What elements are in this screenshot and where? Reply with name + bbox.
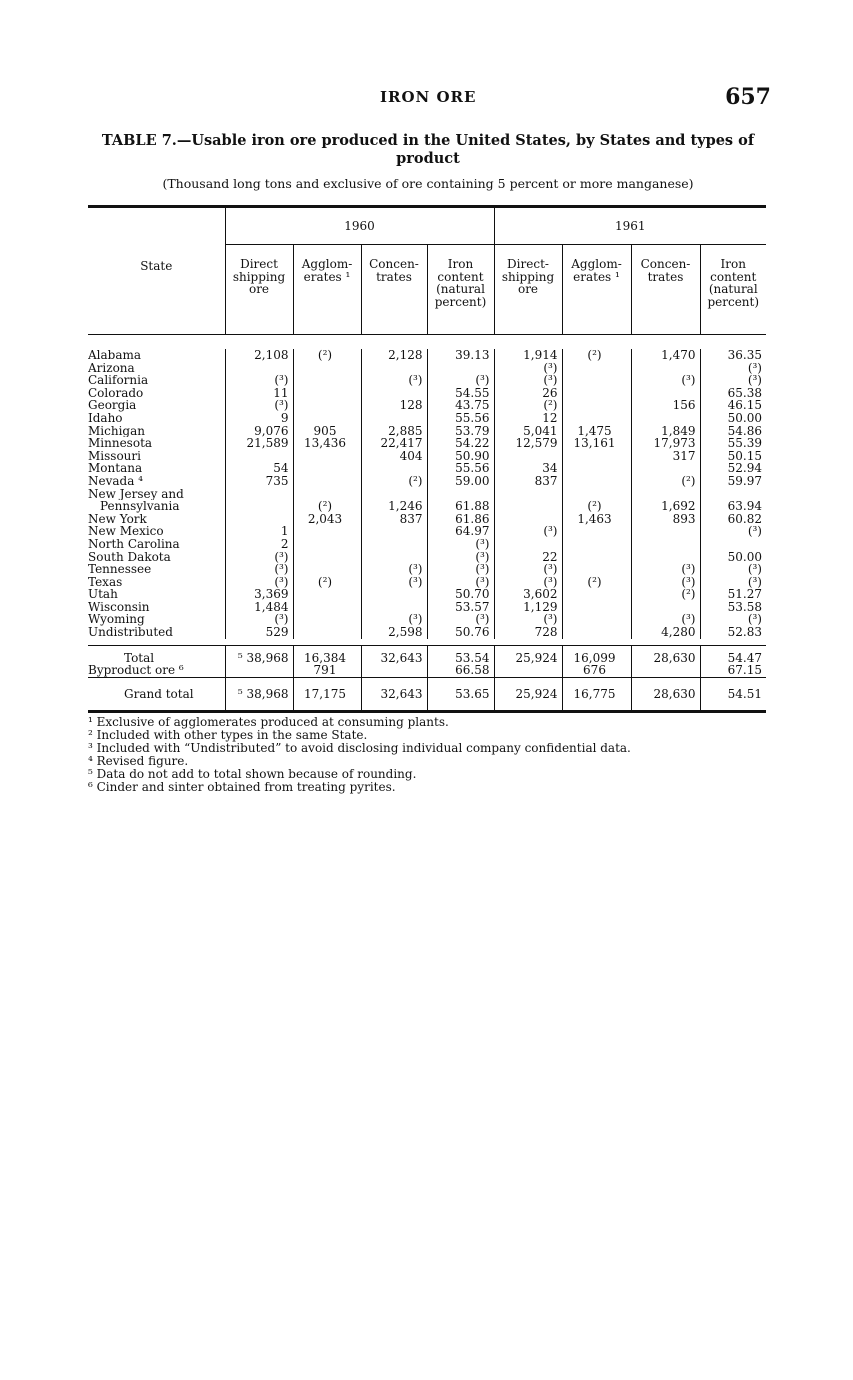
- table-cell: [293, 462, 361, 475]
- table-cell: [293, 399, 361, 412]
- table-cell: 50.90: [427, 450, 494, 463]
- column-header: Direct- shipping ore: [494, 245, 562, 335]
- table-cell: [293, 613, 361, 626]
- table-cell: 28,630: [631, 645, 700, 664]
- table-cell: [562, 462, 631, 475]
- year-header-1960: 1960: [225, 208, 494, 245]
- table-row: [88, 525, 766, 538]
- table-cell: [361, 412, 427, 425]
- table-cell: [293, 450, 361, 463]
- table-cell: [562, 374, 631, 387]
- table-cell: 791: [293, 664, 361, 677]
- table-row: [88, 475, 766, 488]
- table-cell: [562, 601, 631, 614]
- table-cell: [562, 551, 631, 564]
- table-cell: 26: [494, 387, 562, 400]
- table-cell: 50.15: [700, 450, 766, 463]
- table-cell: [562, 525, 631, 538]
- table-cell: [494, 664, 562, 677]
- table-cell: (²): [494, 399, 562, 412]
- table-cell: (³): [631, 576, 700, 589]
- table-cell: (³): [700, 613, 766, 626]
- table-cell: 53.58: [700, 601, 766, 614]
- footnote: ³ Included with “Undistributed” to avoid disclosing individual company confidential data.: [88, 741, 631, 755]
- table-cell: [562, 538, 631, 551]
- table-cell: (³): [494, 613, 562, 626]
- table-cell: 16,099: [562, 645, 631, 664]
- table-row: [88, 645, 766, 664]
- row-label: North Carolina: [88, 537, 180, 551]
- table-cell: 317: [631, 450, 700, 463]
- table-cell: 59.97: [700, 475, 766, 488]
- table-row: [88, 450, 766, 463]
- table-cell: 22,417: [361, 437, 427, 450]
- table-cell: 50.76: [427, 626, 494, 639]
- table-cell: (³): [700, 362, 766, 375]
- table-cell: 1: [225, 525, 293, 538]
- stub-header-label: State: [140, 259, 173, 273]
- column-header: Agglom- erates ¹: [562, 245, 631, 335]
- row-label: Montana: [88, 462, 143, 475]
- table-cell: 36.35: [700, 349, 766, 362]
- table-row: [88, 412, 766, 425]
- table-cell: (²): [631, 588, 700, 601]
- table-cell: (³): [631, 374, 700, 387]
- table-cell: 54.22: [427, 437, 494, 450]
- table-cell: 3,602: [494, 588, 562, 601]
- table-cell: [562, 588, 631, 601]
- table-body: [88, 335, 766, 646]
- table-cell: 61.86: [427, 513, 494, 526]
- table-cell: 65.38: [700, 387, 766, 400]
- table-cell: 13,161: [562, 437, 631, 450]
- table-row: [88, 538, 766, 551]
- row-label: Minnesota: [88, 437, 153, 450]
- table-row: [88, 626, 766, 639]
- table-cell: 55.56: [427, 462, 494, 475]
- row-label: Wisconsin: [88, 600, 150, 614]
- table-cell: 53.79: [427, 425, 494, 438]
- table-cell: (²): [293, 500, 361, 513]
- table-cell: 61.88: [427, 500, 494, 513]
- table-cell: 2,598: [361, 626, 427, 639]
- table-cell: 34: [494, 462, 562, 475]
- table-cell: 2,108: [225, 349, 293, 362]
- table-row: [88, 362, 766, 375]
- table-cell: (³): [225, 563, 293, 576]
- table-cell: 2,128: [361, 349, 427, 362]
- table-cell: 4,280: [631, 626, 700, 639]
- table-cell: [293, 538, 361, 551]
- row-label: New York: [88, 512, 147, 526]
- table-cell: (³): [494, 563, 562, 576]
- table-cell: 9,076: [225, 425, 293, 438]
- table-cell: 837: [361, 513, 427, 526]
- row-label: New Jersey and: [88, 487, 184, 501]
- table-cell: [293, 412, 361, 425]
- running-header: [0, 84, 853, 112]
- table-cell: (³): [700, 374, 766, 387]
- footnotes: [88, 716, 768, 794]
- table-cell: 54.51: [700, 677, 766, 712]
- table-cell: 67.15: [700, 664, 766, 677]
- table-cell: 676: [562, 664, 631, 677]
- row-label: Texas: [88, 575, 123, 589]
- table-row: [88, 349, 766, 362]
- table-cell: 46.15: [700, 399, 766, 412]
- table-title: TABLE 7.—Usable iron ore produced in the United States, by States and types of product: [101, 132, 755, 167]
- table-row: [88, 374, 766, 387]
- table-cell: (³): [494, 576, 562, 589]
- column-header: Direct shipping ore: [225, 245, 293, 335]
- table-cell: 21,589: [225, 437, 293, 450]
- year-header-1961: 1961: [494, 208, 766, 245]
- table-cell: 54.55: [427, 387, 494, 400]
- table-cell: (³): [427, 551, 494, 564]
- table-cell: 1,475: [562, 425, 631, 438]
- iron-ore-table: [88, 205, 766, 713]
- row-label: Georgia: [88, 399, 137, 412]
- table-cell: [494, 538, 562, 551]
- table-cell: 2,885: [361, 425, 427, 438]
- row-label: South Dakota: [88, 550, 171, 564]
- row-label: Arizona: [88, 361, 135, 375]
- page-number: 657: [725, 84, 771, 110]
- table-cell: [293, 362, 361, 375]
- table-row: [88, 387, 766, 400]
- table-cell: [631, 664, 700, 677]
- table-cell: 66.58: [427, 664, 494, 677]
- table-cell: [562, 475, 631, 488]
- table-cell: (³): [225, 551, 293, 564]
- table-cell: [361, 525, 427, 538]
- row-label: Missouri: [88, 449, 141, 463]
- table-cell: (³): [631, 613, 700, 626]
- table-row: [88, 437, 766, 450]
- footnote: ² Included with other types in the same State.: [88, 728, 368, 742]
- row-label: Grand total: [88, 677, 225, 712]
- footnote: ⁴ Revised figure.: [88, 754, 189, 768]
- row-label: Nevada ⁴: [88, 474, 143, 488]
- table-cell: 52.94: [700, 462, 766, 475]
- table-cell: (³): [700, 576, 766, 589]
- table-cell: [293, 563, 361, 576]
- table-cell: 53.54: [427, 645, 494, 664]
- column-header: Concen- trates: [361, 245, 427, 335]
- table-cell: 22: [494, 551, 562, 564]
- table-cell: (³): [225, 399, 293, 412]
- table-cell: (²): [562, 349, 631, 362]
- table-cell: 128: [361, 399, 427, 412]
- row-label: Utah: [88, 588, 118, 601]
- table-cell: 893: [631, 513, 700, 526]
- table-cell: 25,924: [494, 677, 562, 712]
- row-label: New Mexico: [88, 525, 164, 538]
- column-header: Iron content (natural percent): [427, 245, 494, 335]
- table-cell: [225, 500, 293, 513]
- table-row: [88, 513, 766, 526]
- table-cell: (²): [631, 475, 700, 488]
- table-row: [88, 576, 766, 589]
- table-cell: [293, 551, 361, 564]
- table-cell: [562, 387, 631, 400]
- table-cell: 60.82: [700, 513, 766, 526]
- table-cell: 9: [225, 412, 293, 425]
- table-cell: 17,973: [631, 437, 700, 450]
- table-cell: [562, 613, 631, 626]
- table-cell: 52.83: [700, 626, 766, 639]
- table-cell: (²): [562, 500, 631, 513]
- table-cell: 55.56: [427, 412, 494, 425]
- table-cell: [494, 488, 562, 501]
- table-cell: (³): [225, 613, 293, 626]
- table-cell: [293, 475, 361, 488]
- table-row: [88, 551, 766, 564]
- table-cell: 63.94: [700, 500, 766, 513]
- table-cell: 54: [225, 462, 293, 475]
- table-cell: [361, 588, 427, 601]
- table-cell: [361, 538, 427, 551]
- table-cell: 59.00: [427, 475, 494, 488]
- row-label: Colorado: [88, 386, 144, 400]
- table-cell: (³): [427, 613, 494, 626]
- table-cell: 32,643: [361, 645, 427, 664]
- table-cell: 28,630: [631, 677, 700, 712]
- table-cell: 25,924: [494, 645, 562, 664]
- table-row: [88, 677, 766, 712]
- table-cell: [225, 664, 293, 677]
- table-cell: 11: [225, 387, 293, 400]
- table-cell: [361, 664, 427, 677]
- row-label: Michigan: [88, 424, 145, 438]
- table-cell: 404: [361, 450, 427, 463]
- table-cell: (³): [361, 576, 427, 589]
- table-cell: [225, 488, 293, 501]
- table-cell: 55.39: [700, 437, 766, 450]
- table-cell: [562, 362, 631, 375]
- table-cell: 1,914: [494, 349, 562, 362]
- table-cell: 1,692: [631, 500, 700, 513]
- table-cell: [293, 601, 361, 614]
- table-cell: [293, 588, 361, 601]
- table-cell: 32,643: [361, 677, 427, 712]
- row-label: California: [88, 374, 149, 387]
- table-cell: [562, 399, 631, 412]
- table-row: [88, 462, 766, 475]
- table-cell: 54.86: [700, 425, 766, 438]
- table-cell: [562, 563, 631, 576]
- table-cell: [293, 387, 361, 400]
- table-subtitle: (Thousand long tons and exclusive of ore containing 5 percent or more manganese): [162, 176, 694, 191]
- table-row: [88, 500, 766, 513]
- table-cell: 905: [293, 425, 361, 438]
- table-cell: (²): [562, 576, 631, 589]
- table-cell: (³): [494, 374, 562, 387]
- table-cell: 50.00: [700, 551, 766, 564]
- row-label: Wyoming: [88, 613, 145, 627]
- table-cell: 17,175: [293, 677, 361, 712]
- table-cell: ⁵ 38,968: [225, 677, 293, 712]
- column-header: Concen- trates: [631, 245, 700, 335]
- footnote: ⁶ Cinder and sinter obtained from treating pyrites.: [88, 780, 396, 794]
- table-totals: [88, 645, 766, 712]
- column-header: Iron content (natural percent): [700, 245, 766, 335]
- row-label: Tennessee: [88, 563, 152, 576]
- table-cell: 1,484: [225, 601, 293, 614]
- stub-header: [88, 208, 225, 335]
- table-cell: 12: [494, 412, 562, 425]
- table-cell: 735: [225, 475, 293, 488]
- table-cell: [293, 374, 361, 387]
- table-row: [88, 399, 766, 412]
- table-cell: (³): [427, 576, 494, 589]
- table-cell: (³): [631, 563, 700, 576]
- table-cell: 1,246: [361, 500, 427, 513]
- table-cell: 50.70: [427, 588, 494, 601]
- table-cell: (³): [494, 362, 562, 375]
- footnote: ¹ Exclusive of agglomerates produced at consuming plants.: [88, 715, 449, 729]
- table-cell: (³): [361, 563, 427, 576]
- table-cell: 53.65: [427, 677, 494, 712]
- table-cell: ⁵ 38,968: [225, 645, 293, 664]
- table-cell: 2,043: [293, 513, 361, 526]
- row-label: Pennsylvania: [100, 500, 180, 513]
- table-cell: 837: [494, 475, 562, 488]
- table-cell: 1,849: [631, 425, 700, 438]
- row-label: Undistributed: [88, 626, 173, 639]
- table-cell: 50.00: [700, 412, 766, 425]
- table-cell: (²): [293, 576, 361, 589]
- row-label: Alabama: [88, 349, 142, 362]
- table-cell: (³): [225, 374, 293, 387]
- running-title: IRON ORE: [380, 88, 477, 106]
- table-cell: 1,470: [631, 349, 700, 362]
- table-cell: (³): [700, 563, 766, 576]
- table-cell: 2: [225, 538, 293, 551]
- row-label: Idaho: [88, 411, 123, 425]
- table-cell: [293, 525, 361, 538]
- table-cell: [631, 412, 700, 425]
- column-header: Agglom- erates ¹: [293, 245, 361, 335]
- table-cell: (³): [494, 525, 562, 538]
- table-cell: [700, 538, 766, 551]
- table-cell: 43.75: [427, 399, 494, 412]
- table-cell: 5,041: [494, 425, 562, 438]
- table-cell: 39.13: [427, 349, 494, 362]
- table-row: [88, 563, 766, 576]
- table-cell: (²): [361, 475, 427, 488]
- table-cell: 64.97: [427, 525, 494, 538]
- table-cell: 1,463: [562, 513, 631, 526]
- footnote: ⁵ Data do not add to total shown because of rounding.: [88, 767, 417, 781]
- table-cell: 54.47: [700, 645, 766, 664]
- table-cell: (³): [427, 374, 494, 387]
- table-cell: 51.27: [700, 588, 766, 601]
- table-cell: (³): [700, 525, 766, 538]
- table-cell: (³): [427, 538, 494, 551]
- table-cell: (³): [225, 576, 293, 589]
- table-cell: 3,369: [225, 588, 293, 601]
- table-cell: [494, 500, 562, 513]
- table-row: [88, 588, 766, 601]
- table-cell: 13,436: [293, 437, 361, 450]
- row-label: Byproduct ore ⁶: [88, 664, 184, 678]
- table-cell: (²): [293, 349, 361, 362]
- row-label: Total: [88, 645, 225, 664]
- table-cell: 16,775: [562, 677, 631, 712]
- table-cell: [631, 525, 700, 538]
- table-cell: 12,579: [494, 437, 562, 450]
- table-cell: (³): [361, 374, 427, 387]
- table-cell: [562, 626, 631, 639]
- table-cell: (³): [361, 613, 427, 626]
- table-row: [88, 664, 766, 677]
- table-cell: 156: [631, 399, 700, 412]
- table-cell: 1,129: [494, 601, 562, 614]
- table-cell: 728: [494, 626, 562, 639]
- table-cell: [631, 538, 700, 551]
- table-cell: 53.57: [427, 601, 494, 614]
- table-cell: 529: [225, 626, 293, 639]
- table-cell: [562, 412, 631, 425]
- table-cell: (³): [427, 563, 494, 576]
- table-cell: [293, 626, 361, 639]
- table-row: [88, 601, 766, 614]
- table-cell: [562, 450, 631, 463]
- table-cell: 16,384: [293, 645, 361, 664]
